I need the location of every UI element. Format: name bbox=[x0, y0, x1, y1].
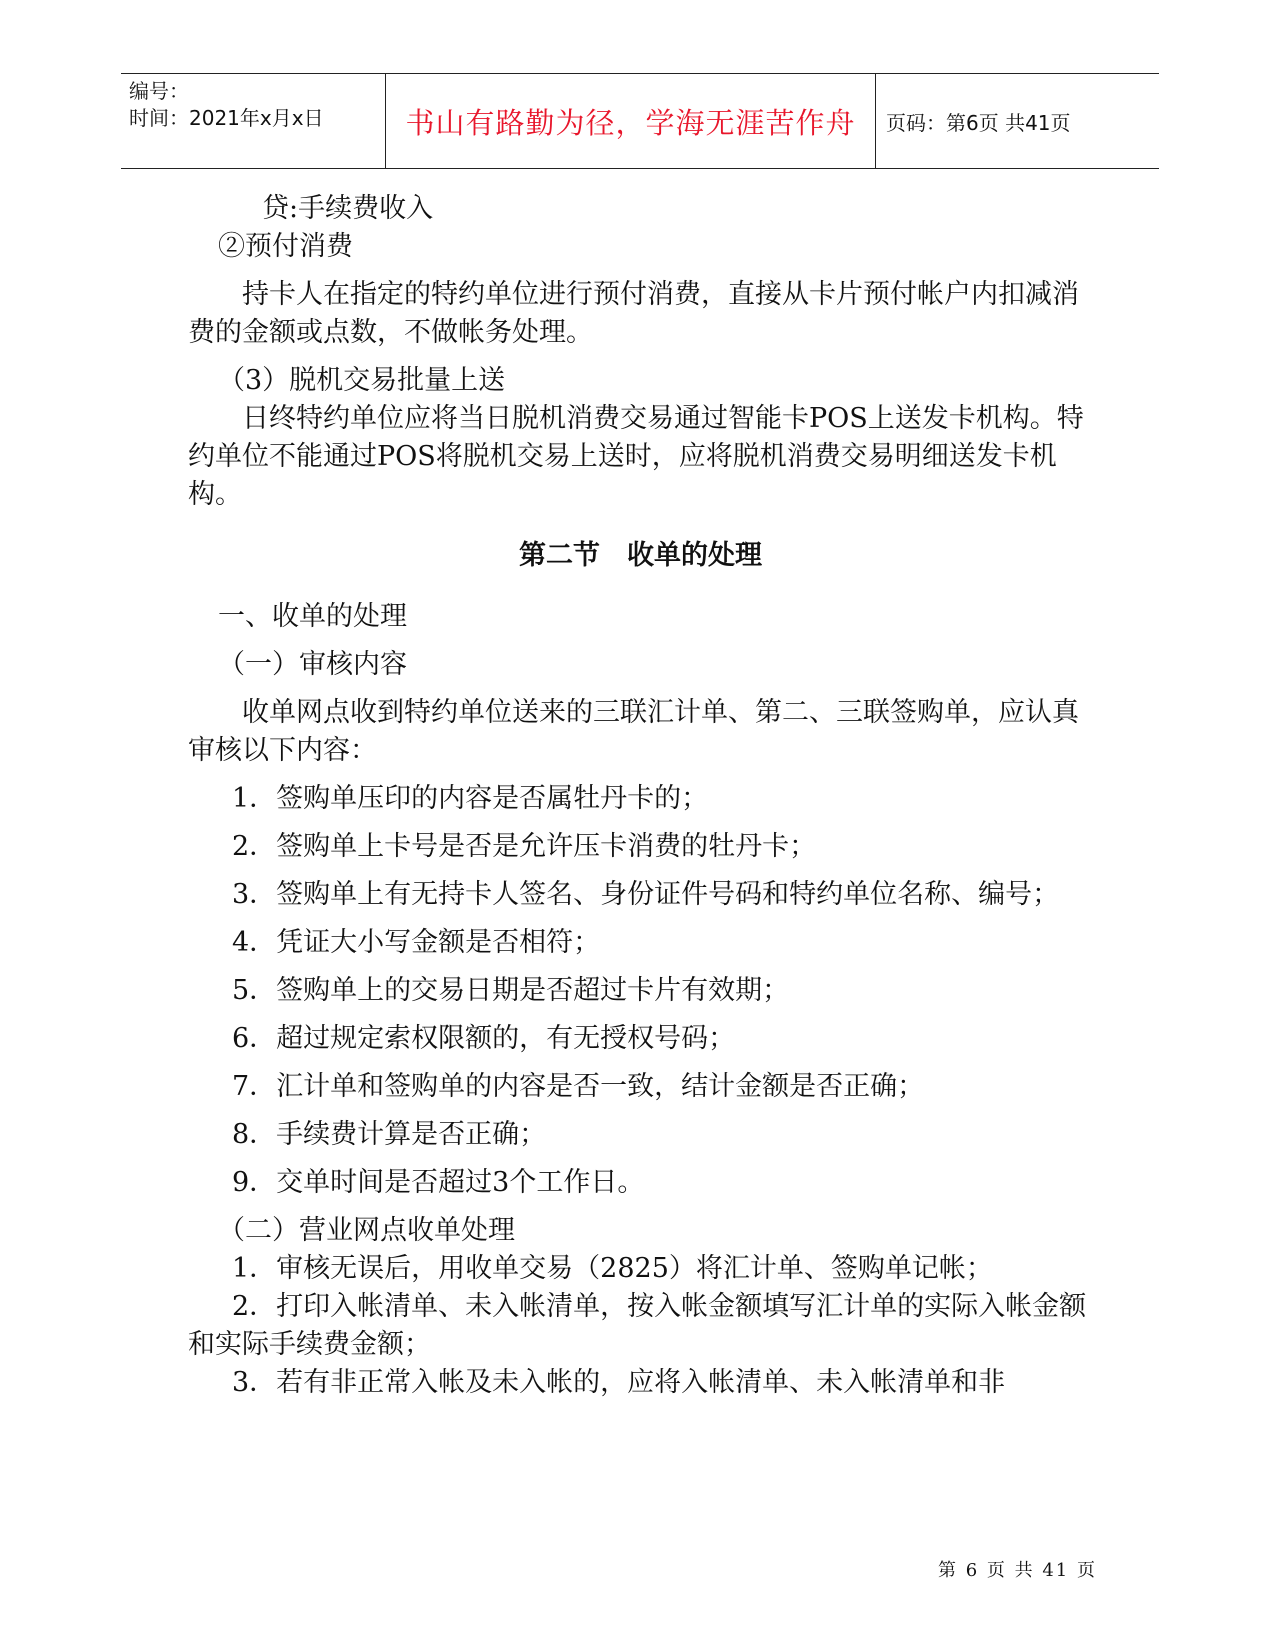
list-item: 9．交单时间是否超过3个工作日。 bbox=[232, 1167, 645, 1198]
list-item: 2．打印入帐清单、未入帐清单，按入帐金额填写汇计单的实际入帐金额和实际手续费金额； bbox=[188, 1291, 1087, 1360]
list-item: 3．若有非正常入帐及未入帐的，应将入帐清单、未入帐清单和非 bbox=[232, 1367, 1006, 1398]
header-motto: 书山有路勤为径，学海无涯苦作舟 bbox=[405, 105, 856, 140]
document-body bbox=[188, 190, 1093, 1402]
processing-heading: （二）营业网点收单处理 bbox=[218, 1215, 515, 1246]
paragraph-prepaid: 持卡人在指定的特约单位进行预付消费，直接从卡片预付帐户内扣减消费的金额或点数，不做帐务处理。 bbox=[188, 279, 1079, 348]
list-item: 1．签购单压印的内容是否属牡丹卡的； bbox=[232, 783, 709, 814]
page-footer: 第 6 页 共 41 页 bbox=[938, 1560, 1097, 1581]
list-item: 7．汇计单和签购单的内容是否一致，结计金额是否正确； bbox=[232, 1071, 925, 1102]
subsection-prepaid: ②预付消费 bbox=[218, 231, 353, 262]
header-meta bbox=[121, 74, 386, 168]
list-item: 4．凭证大小写金额是否相符； bbox=[232, 927, 601, 958]
list-item: 1．审核无误后，用收单交易（2825）将汇计单、签购单记帐； bbox=[232, 1253, 993, 1284]
header-number: 编号： bbox=[129, 79, 189, 103]
review-heading: （一）审核内容 bbox=[218, 649, 407, 680]
list-item: 2．签购单上卡号是否是允许压卡消费的牡丹卡； bbox=[232, 831, 817, 862]
list-item: 6．超过规定索权限额的，有无授权号码； bbox=[232, 1023, 736, 1054]
header-page: 页码：第6页 共41页 bbox=[886, 110, 1071, 135]
paragraph-review: 收单网点收到特约单位送来的三联汇计单、第二、三联签购单，应认真审核以下内容： bbox=[188, 697, 1079, 766]
part-heading: 一、收单的处理 bbox=[218, 601, 407, 632]
paragraph-offline: 日终特约单位应将当日脱机消费交易通过智能卡POS上送发卡机构。特约单位不能通过POS将脱机交易上送时，应将脱机消费交易明细送发卡机构。 bbox=[188, 403, 1084, 510]
section-heading: 第二节 收单的处理 bbox=[519, 540, 762, 571]
credit-line: 贷:手续费收入 bbox=[262, 193, 434, 224]
list-item: 3．签购单上有无持卡人签名、身份证件号码和特约单位名称、编号； bbox=[232, 879, 1060, 910]
page-header bbox=[121, 73, 1159, 169]
subsection-offline: （3）脱机交易批量上送 bbox=[218, 365, 506, 396]
list-item: 8．手续费计算是否正确； bbox=[232, 1119, 547, 1150]
header-motto-cell bbox=[386, 74, 876, 168]
header-time: 时间：2021年x月x日 bbox=[129, 106, 324, 130]
list-item: 5．签购单上的交易日期是否超过卡片有效期； bbox=[232, 975, 790, 1006]
